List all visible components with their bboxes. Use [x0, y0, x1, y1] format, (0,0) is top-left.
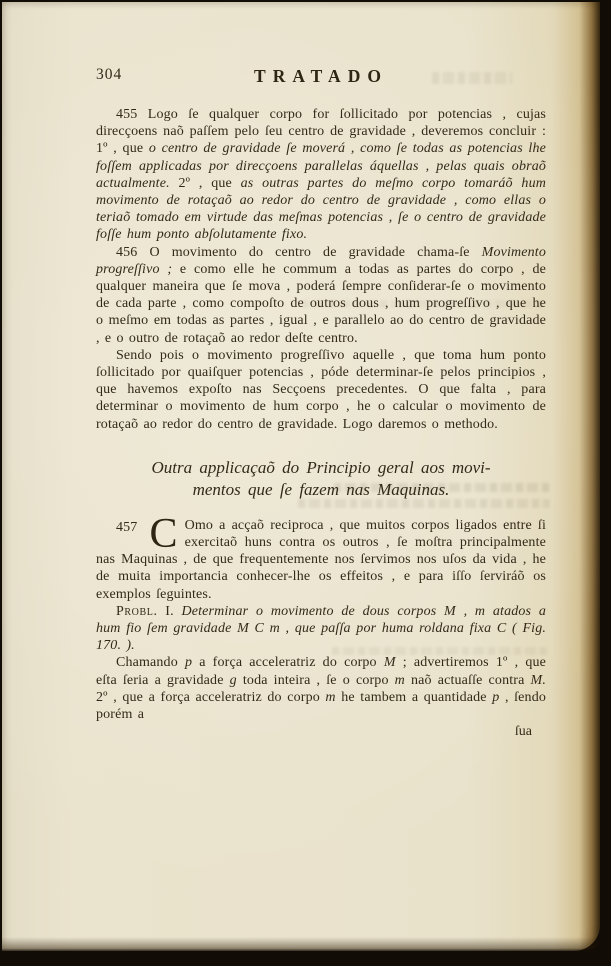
- paragraph-probl-1: [96, 603, 546, 655]
- text-run-italic: m: [325, 689, 336, 705]
- text-run-italic: o centro de gravidade ſe moverá , como ſe todas as potencias lhe foſſem applicadas por direcçoens parallelas áquellas , pelas quais obraõ actualmente.: [96, 141, 546, 191]
- page-header: [96, 66, 546, 92]
- body-text: [96, 106, 546, 740]
- text-run-roman: a força acceleratriz do corpo: [192, 655, 384, 671]
- paragraph-456: [96, 244, 546, 347]
- text-run-roman: toda inteira , ſe o corpo: [236, 672, 395, 688]
- text-run-italic: g: [229, 672, 237, 688]
- text-run-italic: p: [184, 655, 193, 671]
- section-heading-line-2: mentos que ſe fazem nas Maquinas.: [192, 479, 450, 499]
- catchword: ſua: [514, 724, 532, 740]
- paragraph-chamando: [96, 654, 546, 723]
- text-run-italic: Determinar o movimento de dous corpos M , m atados a hum fio ſem gravidade M C m , que paſſa por huma roldana fixa C ( Fig. 170. ).: [96, 603, 546, 654]
- paragraph-sendo-pois: [96, 347, 546, 433]
- text-run-roman: e como elle he commum a todas as partes do corpo , de qualquer maneira que ſe mova , poderá ſempre conſiderar-ſe o movimento de cada parte , como compoſto de outros dous , hum progreſſivo , que he o meſmo em todas as partes , igual , e parallelo ao do centro de gravidade , e o outro de rotaçaõ ao redor deſte centro.: [96, 261, 546, 346]
- drop-cap-letter: C: [149, 510, 178, 557]
- running-title: TRATADO: [254, 66, 388, 86]
- text-run-roman: I.: [157, 603, 182, 619]
- section-heading-line-1: Outra applicaçaõ do Principio geral aos movi-: [151, 457, 491, 477]
- text-run-roman: ; advertiremos 1º , que eſta ſeria a gravidade: [96, 655, 546, 688]
- text-run-italic: p: [492, 689, 500, 705]
- text-run-smallcaps: Probl.: [116, 603, 158, 619]
- text-run-roman: 456 O movimento do centro de gravidade chama-ſe: [116, 244, 482, 260]
- text-run-roman: 455 Logo ſe qualquer corpo for ſollicitado por potencias , cujas direcçoens naõ paſſem pelo ſeu centro de gravidade , deveremos concluir : 1º , que: [96, 107, 546, 157]
- book-page: [2, 2, 600, 951]
- text-run-roman: naõ actuaſſe contra: [404, 672, 531, 688]
- text-run-italic: as outras partes do meſmo corpo tomaráõ hum movimento de rotaçaõ ao redor do centro de gravidade , como ellas o teriaõ tomado em virtude das meſmas potencias , ſe o centro de gravidade foſſe hum ponto abſolutamente fixo.: [96, 175, 546, 243]
- text-run-italic: m: [394, 672, 405, 688]
- text-run-roman: he tambem a quantidade: [335, 689, 493, 705]
- text-run-roman: 2º , que: [169, 175, 241, 191]
- text-run-roman: Omo a acçaõ reciproca , que muitos corpos ligados entre ſi exercitaõ huns contra os outros , ſe moſtra principalmente nas Maquinas , de que frequentemente nos ſervimos nos uſos da vida , he de muita importancia conhecer-lhe os effeitos , e para iſſo ſerviráõ os exemplos ſeguintes.: [96, 517, 546, 602]
- page-number: 304: [96, 66, 123, 83]
- text-block: [96, 66, 546, 740]
- text-run-roman: Chamando: [116, 655, 185, 671]
- text-run-italic: Movimento progreſſivo ;: [96, 244, 546, 277]
- section-heading: [96, 457, 546, 501]
- text-run-roman: 2º , que a força acceleratriz do corpo: [96, 689, 326, 705]
- text-run-roman: Sendo pois o movimento progreſſivo aquelle , que toma hum ponto ſollicitado por quaiſquer potencias , póde determinar-ſe pelos principios , que havemos expoſto nas Secçoens precedentes. O que falta , para determinar o movimento de hum corpo , he o calcular o movimento de rotaçaõ ao redor do centro de gravidade. Logo daremos o methodo.: [96, 347, 546, 432]
- paragraph-number: 457: [116, 519, 138, 535]
- text-run-roman: , ſendo porém a: [96, 689, 546, 723]
- text-run-italic: M: [383, 655, 396, 671]
- paragraph-457: [96, 510, 546, 603]
- paragraph-455: [96, 106, 546, 244]
- text-run-italic: M.: [530, 672, 546, 688]
